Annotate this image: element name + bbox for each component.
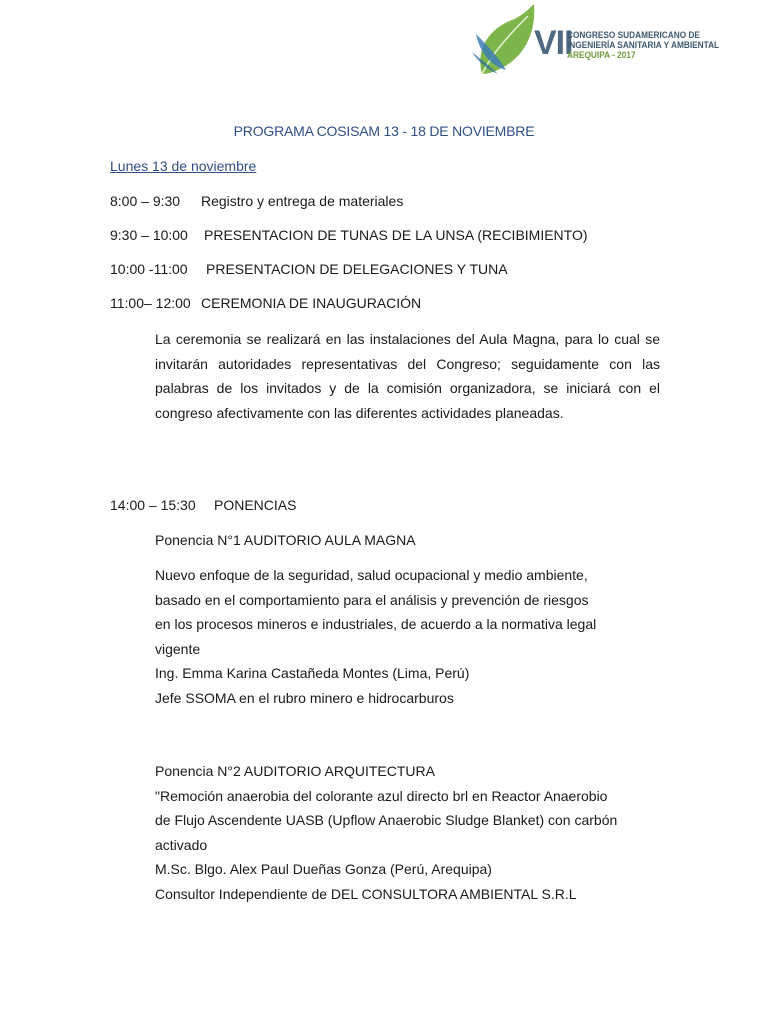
- schedule-time: 9:30 – 10:00: [110, 227, 188, 243]
- ponencia-2-line: activado: [155, 836, 208, 853]
- ponencia-2-details: [155, 759, 665, 906]
- schedule-row: [110, 261, 508, 277]
- schedule-time: 10:00 -11:00: [110, 261, 188, 277]
- ponencia-2-speaker: M.Sc. Blgo. Alex Paul Dueñas Gonza (Perú, Arequipa): [155, 861, 492, 877]
- schedule-event: PRESENTACION DE DELEGACIONES Y TUNA: [206, 261, 508, 277]
- schedule-row: [110, 227, 588, 243]
- ponencia-2-heading: Ponencia N°2 AUDITORIO ARQUITECTURA: [155, 763, 435, 779]
- schedule-time: 11:00– 12:00: [110, 295, 191, 311]
- leaf-logo-icon: [472, 4, 542, 80]
- congress-logo: [472, 4, 720, 80]
- ceremony-description: La ceremonia se realizará en las instalaciones del Aula Magna, para lo cual se invitarán autoridades representativas del Congreso; seguidamente con las palabras de los invitados y de la comisión organizadora, se iniciará con el congreso afectivamente con las diferentes actividades planeadas.: [155, 331, 660, 421]
- logo-roman-numeral: VII: [534, 24, 573, 62]
- ponencia-1-heading: Ponencia N°1 AUDITORIO AULA MAGNA: [155, 532, 416, 548]
- logo-line-1: CONGRESO SUDAMERICANO DE: [567, 30, 700, 40]
- logo-line-2: INGENIERÍA SANITARIA Y AMBIENTAL: [567, 40, 720, 50]
- ponencia-1-line: vigente: [155, 640, 201, 657]
- ponencia-2-line: "Remoción anaerobia del colorante azul directo brl en Reactor Anaerobio: [155, 787, 608, 804]
- schedule-event: CEREMONIA DE INAUGURACIÓN: [201, 295, 422, 311]
- ponencia-1-line: Nuevo enfoque de la seguridad, salud ocupacional y medio ambiente,: [155, 567, 588, 583]
- ponencia-1-speaker: Ing. Emma Karina Castañeda Montes (Lima, Perú): [155, 665, 470, 681]
- logo-line-3: AREQUIPA - 2017: [567, 50, 636, 60]
- ponencia-1-line: basado en el comportamiento para el análisis y prevención de riesgos: [155, 591, 589, 608]
- schedule-time: 14:00 – 15:30: [110, 497, 196, 513]
- ponencia-1-role: Jefe SSOMA en el rubro minero e hidrocarburos: [155, 689, 454, 706]
- logo-text: [567, 30, 719, 60]
- ponencia-1-details: [155, 563, 665, 710]
- ponencia-2-role: Consultor Independiente de DEL CONSULTORA AMBIENTAL S.R.L: [155, 885, 577, 902]
- schedule-time: 8:00 – 9:30: [110, 193, 181, 209]
- schedule-row: [110, 295, 421, 311]
- schedule-row: [110, 497, 296, 513]
- schedule-event: PONENCIAS: [214, 497, 297, 513]
- day-heading: Lunes 13 de noviembre: [110, 158, 257, 174]
- schedule-event: PRESENTACION DE TUNAS DE LA UNSA (RECIBIMIENTO): [204, 227, 588, 243]
- ponencia-1-line: en los procesos mineros e industriales, de acuerdo a la normativa legal: [155, 616, 597, 632]
- schedule-row: [110, 193, 403, 209]
- page-title: PROGRAMA COSISAM 13 - 18 DE NOVIEMBRE: [233, 123, 535, 139]
- ponencia-2-line: de Flujo Ascendente UASB (Upflow Anaerobic Sludge Blanket) con carbón: [155, 812, 618, 828]
- schedule-event: Registro y entrega de materiales: [201, 193, 404, 209]
